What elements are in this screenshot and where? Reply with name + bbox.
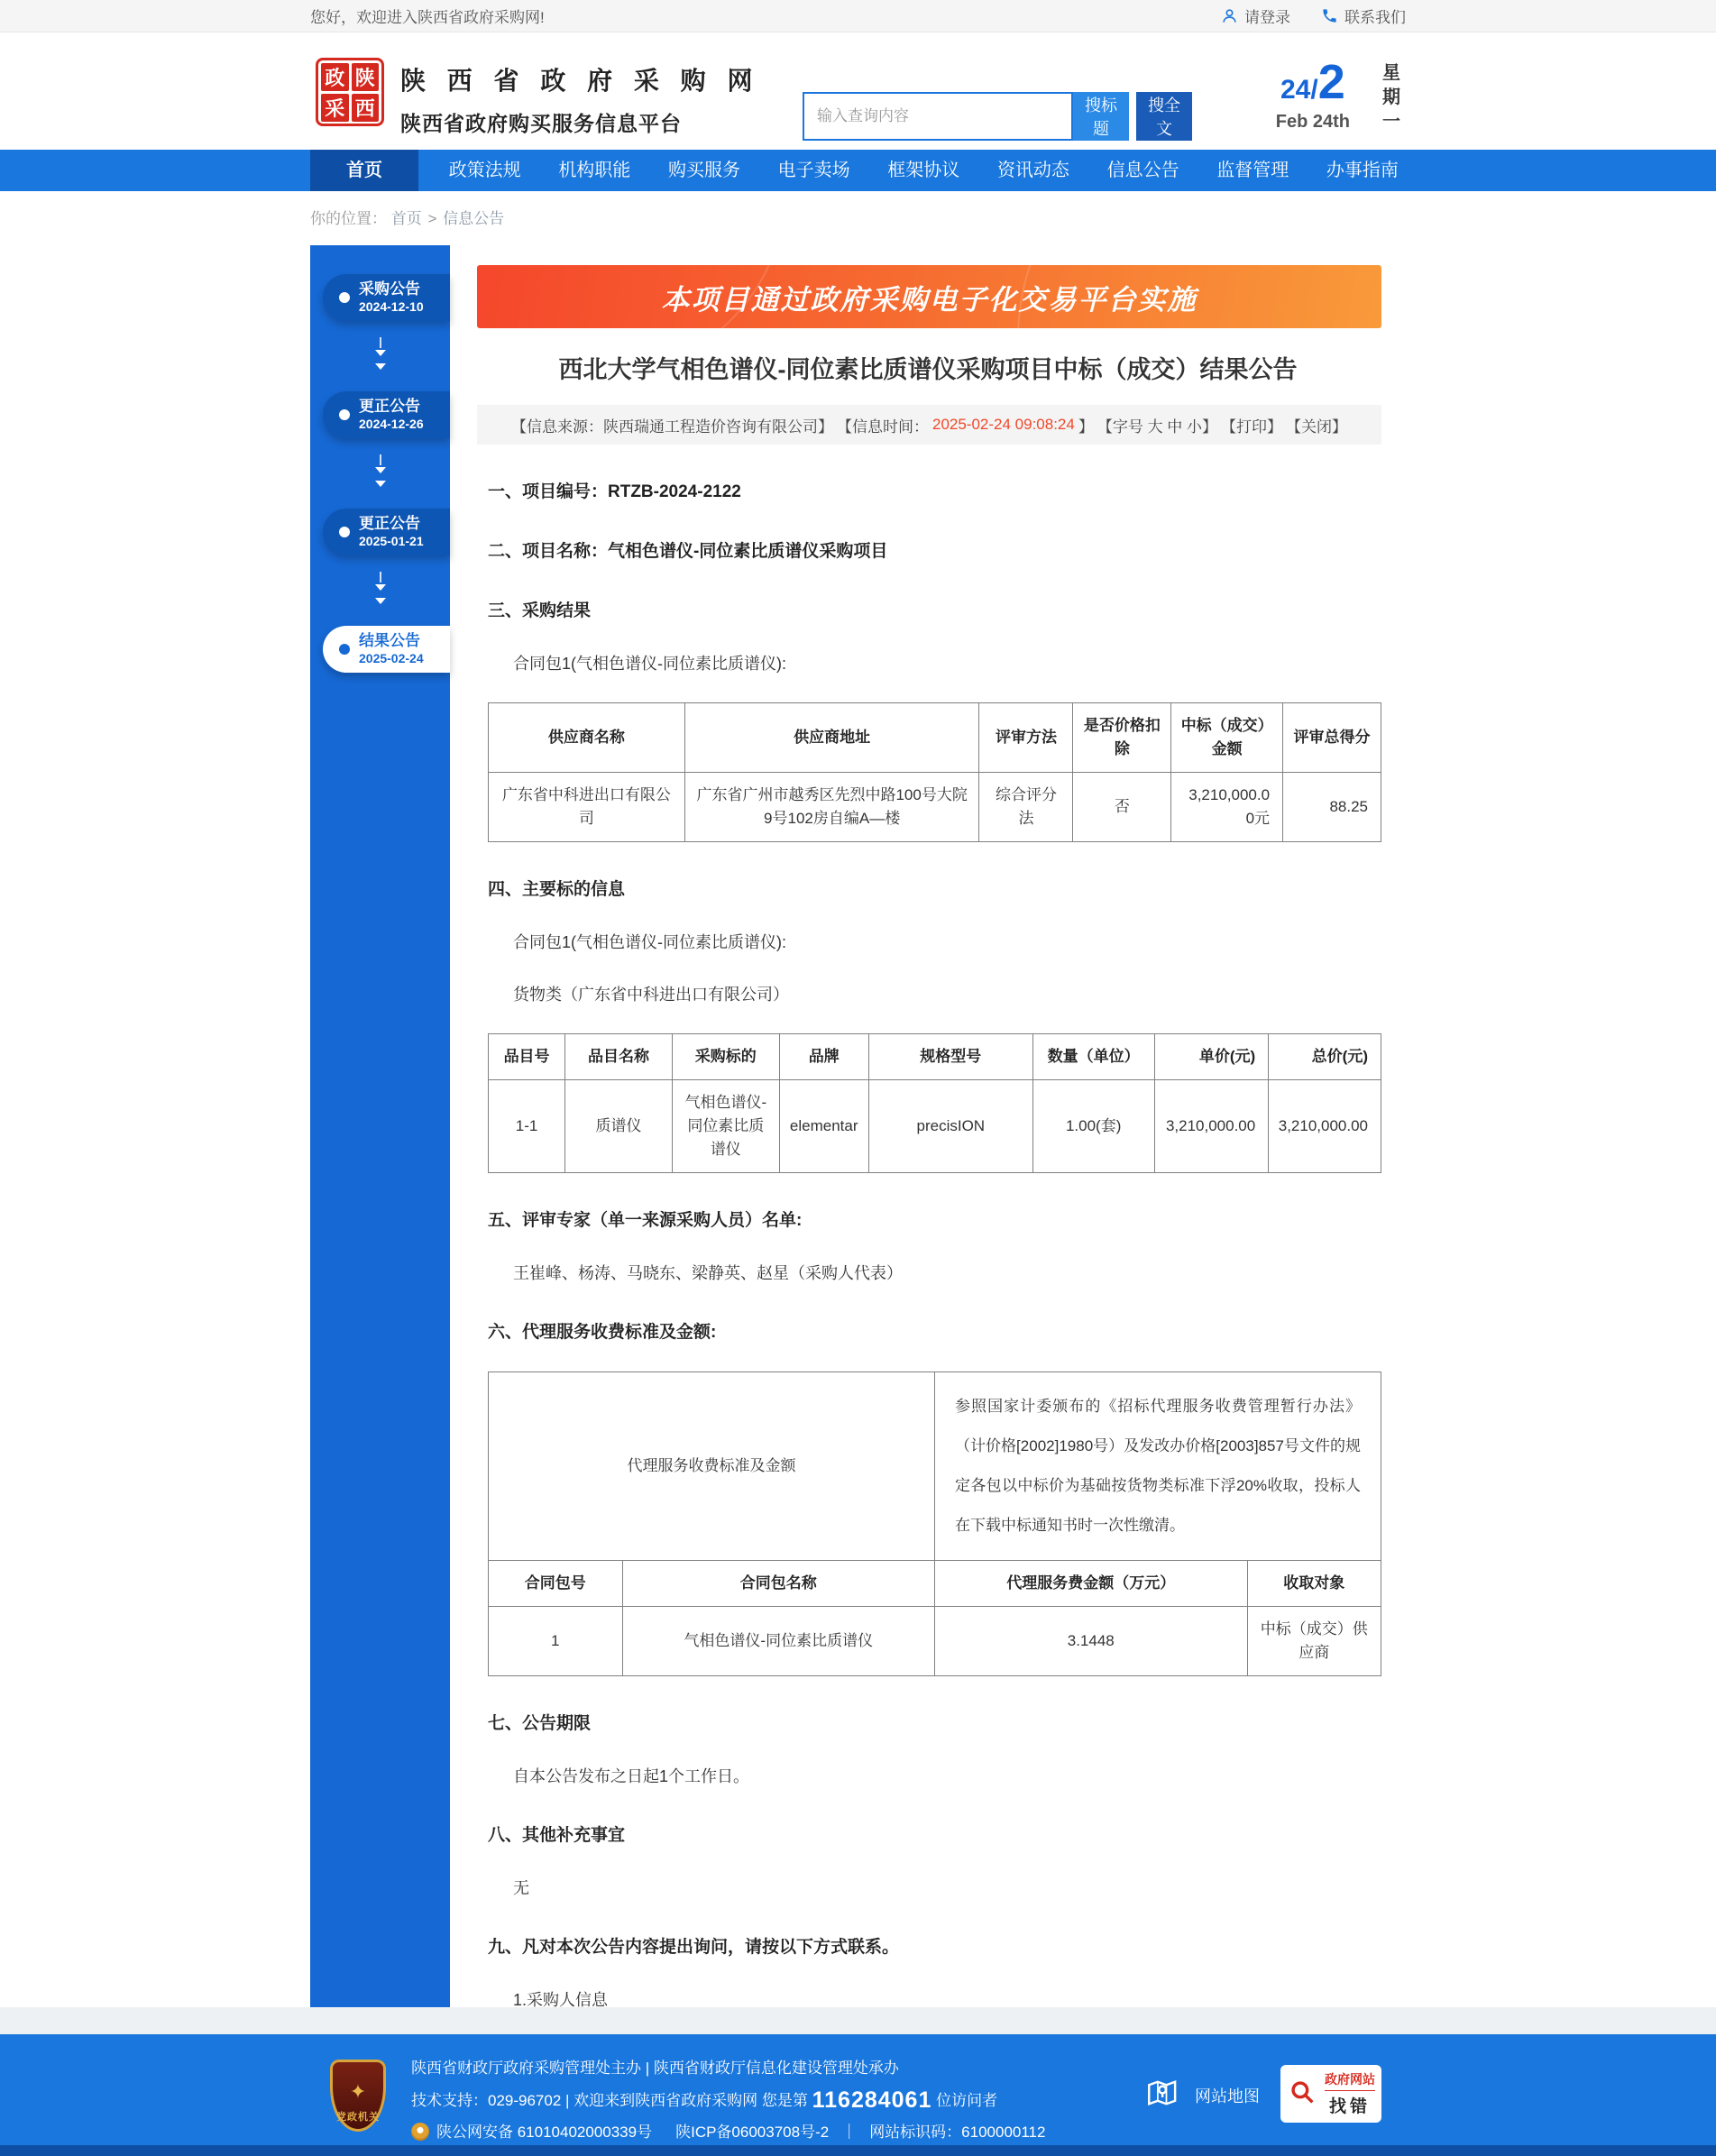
logo-char: 采 (321, 94, 349, 122)
footer (0, 2034, 1716, 2156)
weekday-display: 星 期 一 (1382, 63, 1400, 132)
section-4-package: 合同包1(气相色谱仪-同位素比质谱仪): (513, 933, 786, 951)
timeline-title: 采购公告 (359, 280, 420, 298)
footer-support-line: 技术支持：029-96702 | 欢迎来到陕西省政府采购网 您是第 116284061 位访问者 (411, 2087, 998, 2113)
section-8-body: 无 (513, 1879, 529, 1897)
section-8-heading: 八、其他补充事宜 (488, 1826, 626, 1845)
page-gap-strip (0, 2007, 1716, 2034)
item-name: 质谱仪 (565, 1080, 673, 1173)
table-header-row: 品目号 品目名称 采购标的 品牌 规格型号 数量（单位） 单价(元) 总价(元) (489, 1034, 1381, 1080)
site-identification-code: 网站标识码：6100000112 (869, 2124, 1046, 2141)
timeline-date: 2025-02-24 (359, 651, 424, 665)
magnifier-icon (1287, 2077, 1317, 2112)
nav-item-supervision[interactable]: 监督管理 (1216, 161, 1289, 180)
search-fulltext-button[interactable]: 搜全文 (1136, 92, 1192, 141)
contact-label: 联系我们 (1344, 9, 1406, 26)
section-7-body: 自本公告发布之日起1个工作日。 (513, 1767, 750, 1785)
nav-item-purchase-services[interactable]: 购买服务 (667, 161, 740, 180)
fee-standard-description: 参照国家计委颁布的《招标代理服务收费管理暂行办法》（计价格[2002]1980号）及发改办价格[2003]857号文件的规定各包以中标价为基础按货物类标准下浮20%收取，投标人在下载中标通知书时一次性缴清。 (935, 1372, 1381, 1561)
timeline-down-arrow-icon (310, 438, 450, 509)
topbar (0, 0, 1716, 32)
nav-item-announcements[interactable]: 信息公告 (1106, 161, 1179, 180)
quantity: 1.00(套) (1032, 1080, 1154, 1173)
phone-icon (1321, 7, 1338, 24)
section-4-category: 货物类（广东省中科进出口有限公司） (513, 986, 789, 1004)
user-icon (1221, 7, 1238, 24)
font-size-controls[interactable]: 【字号 大 中 小】 (1097, 417, 1218, 436)
nav-item-e-marketplace[interactable]: 电子卖场 (777, 161, 850, 180)
timeline-dot (339, 409, 350, 420)
fee-standard-label: 代理服务收费标准及金额 (489, 1372, 935, 1561)
total-price: 3,210,000.00 (1269, 1080, 1381, 1173)
party-government-shield-icon: ✦ 党政机关 (330, 2060, 386, 2132)
date-display (1276, 54, 1350, 133)
article-meta-bar: 【信息来源：陕西瑞通工程造价咨询有限公司】 【信息时间： 2025-02-24 09:08:24 】 【字号 大 中 小】 【打印】 【关闭】 (477, 405, 1381, 445)
footer-registration-line: 陕公网安备 61010402000339号 陕ICP备06003708号-2 ｜ 网站标识码：6100000112 (411, 2122, 1045, 2143)
timeline-item-procurement-notice[interactable] (323, 274, 450, 321)
total-score: 88.25 (1283, 773, 1381, 842)
supplier-result-table (488, 702, 1381, 842)
date-daymonth: 24/ (1280, 75, 1318, 105)
section-2-heading: 二、项目名称：气相色谱仪-同位素比质谱仪采购项目 (488, 542, 888, 561)
shield-label: 党政机关 (336, 2112, 380, 2123)
header (0, 32, 1716, 150)
map-icon (1144, 2074, 1182, 2116)
timeline-down-arrow-icon (310, 555, 450, 626)
police-badge-icon (411, 2123, 429, 2141)
section-7-heading: 七、公告期限 (488, 1714, 592, 1733)
breadcrumb-bar (0, 191, 1716, 245)
package-number: 1 (489, 1607, 623, 1676)
table-row (489, 1607, 1381, 1676)
article-body (488, 481, 1381, 2007)
timeline-date: 2024-12-26 (359, 417, 424, 431)
timeline-item-correction-notice-1[interactable] (323, 391, 450, 438)
section-9-heading: 九、凡对本次公告内容提出询问，请按以下方式联系。 (488, 1938, 900, 1957)
procurement-target: 气相色谱仪-同位素比质谱仪 (672, 1080, 779, 1173)
logo-char: 政 (321, 63, 349, 91)
breadcrumb-separator: > (427, 210, 437, 227)
timeline-title: 更正公告 (359, 398, 420, 415)
nav-item-framework[interactable]: 框架协议 (887, 161, 960, 180)
site-titles (400, 61, 759, 137)
package-name: 气相色谱仪-同位素比质谱仪 (622, 1607, 935, 1676)
timeline-item-result-notice[interactable] (323, 626, 450, 673)
timeline-date: 2025-01-21 (359, 534, 424, 548)
breadcrumb-home-link[interactable]: 首页 (390, 210, 422, 227)
timeline-title: 更正公告 (359, 515, 420, 532)
sitemap-link[interactable] (1144, 2074, 1260, 2116)
section-4-heading: 四、主要标的信息 (488, 880, 626, 899)
model: precisION (868, 1080, 1032, 1173)
login-label: 请登录 (1244, 9, 1290, 26)
gov-site-error-report-badge[interactable] (1280, 2065, 1381, 2123)
search-title-button[interactable]: 搜标题 (1073, 92, 1129, 141)
article-title: 西北大学气相色谱仪-同位素比质谱仪采购项目中标（成交）结果公告 (558, 356, 1298, 383)
timeline-title: 结果公告 (359, 632, 420, 649)
timeline-dot (339, 292, 350, 303)
article-panel (450, 245, 1406, 2007)
footer-bottom-strip (0, 2145, 1716, 2156)
meta-time-label: 【信息时间： (836, 417, 929, 436)
purchaser-info-title: 1.采购人信息 (513, 1991, 609, 2007)
timeline-dot (339, 527, 350, 537)
e-trading-platform-banner: 本项目通过政府采购电子化交易平台实施 (477, 265, 1381, 328)
table-row (489, 1080, 1381, 1173)
nav-item-policies[interactable]: 政策法规 (448, 161, 521, 180)
main-area (0, 245, 1716, 2007)
meta-source: 【信息来源：陕西瑞通工程造价咨询有限公司】 (510, 417, 833, 436)
site-logo[interactable] (316, 58, 384, 126)
footer-organizer-line: 陕西省财政厅政府采购管理处主办 | 陕西省财政厅信息化建设管理处承办 (411, 2060, 899, 2077)
sitemap-label: 网站地图 (1195, 2087, 1260, 2106)
contact-link[interactable] (1321, 5, 1406, 27)
nav-item-news[interactable]: 资讯动态 (996, 161, 1069, 180)
print-button[interactable]: 【打印】 (1221, 417, 1283, 436)
section-5-heading: 五、评审专家（单一来源采购人员）名单: (488, 1211, 803, 1230)
search-input[interactable] (803, 92, 1073, 141)
brand: elementar (779, 1080, 868, 1173)
section-6-heading: 六、代理服务收费标准及金额: (488, 1323, 717, 1342)
err-badge-subtitle: 找错 (1328, 2097, 1371, 2116)
date-day-big: 2 (1317, 55, 1345, 109)
agency-fee-amount: 3.1448 (935, 1607, 1248, 1676)
site-title: 陕 西 省 政 府 采 购 网 (400, 67, 760, 95)
nav-item-home[interactable]: 首页 (310, 150, 418, 191)
table-row (489, 1372, 1381, 1561)
date-english: Feb 24th (1275, 112, 1350, 132)
icp-registration[interactable]: 陕ICP备06003708号-2 (675, 2124, 830, 2141)
price-deduction: 否 (1073, 773, 1171, 842)
visitor-count: 116284061 (812, 2087, 932, 2113)
public-security-registration[interactable]: 陕公网安备 61010402000339号 (436, 2124, 653, 2141)
supplier-address: 广东省广州市越秀区先烈中路100号大院9号102房自编A—楼 (684, 773, 979, 842)
fee-payer: 中标（成交）供应商 (1247, 1607, 1381, 1676)
search-bar (803, 92, 1192, 141)
section-3-heading: 三、采购结果 (488, 601, 592, 620)
breadcrumb-current-link[interactable]: 信息公告 (443, 210, 505, 227)
award-amount: 3,210,000.00元 (1171, 773, 1283, 842)
err-badge-title: 政府网站 (1325, 2070, 1375, 2091)
nav-item-functions[interactable]: 机构职能 (558, 161, 631, 180)
timeline-date: 2024-12-10 (359, 299, 424, 314)
table-header-row: 合同包号 合同包名称 代理服务费金额（万元） 收取对象 (489, 1561, 1381, 1607)
login-link[interactable] (1221, 5, 1290, 27)
section-1-heading: 一、项目编号：RTZB-2024-2122 (488, 482, 741, 501)
agency-fee-table (488, 1372, 1381, 1676)
welcome-text: 您好，欢迎进入陕西省政府采购网! (310, 9, 545, 26)
section-3-package: 合同包1(气相色谱仪-同位素比质谱仪): (513, 655, 786, 673)
unit-price: 3,210,000.00 (1154, 1080, 1269, 1173)
nav-item-guide[interactable]: 办事指南 (1326, 161, 1399, 180)
timeline-dot (339, 644, 350, 655)
meta-time-value: 2025-02-24 09:08:24 (931, 416, 1075, 433)
award-items-table (488, 1033, 1381, 1173)
timeline-down-arrow-icon (310, 321, 450, 391)
main-nav (0, 150, 1716, 191)
expert-names: 王崔峰、杨涛、马晓东、梁静英、赵星（采购人代表） (513, 1264, 903, 1282)
logo-char: 陕 (352, 63, 380, 91)
table-header-row: 供应商名称 供应商地址 评审方法 是否价格扣除 中标（成交）金额 评审总得分 (489, 703, 1381, 773)
review-method: 综合评分法 (979, 773, 1073, 842)
close-button[interactable]: 【关闭】 (1286, 417, 1348, 436)
site-subtitle: 陕西省政府购买服务信息平台 (400, 112, 682, 135)
logo-char: 西 (352, 94, 380, 122)
breadcrumb-label: 你的位置： (310, 210, 387, 227)
breadcrumb (310, 191, 1406, 247)
item-number: 1-1 (489, 1080, 565, 1173)
timeline-sidebar (310, 245, 450, 2007)
table-row (489, 773, 1381, 842)
supplier-name: 广东省中科进出口有限公司 (489, 773, 685, 842)
timeline-item-correction-notice-2[interactable] (323, 509, 450, 555)
